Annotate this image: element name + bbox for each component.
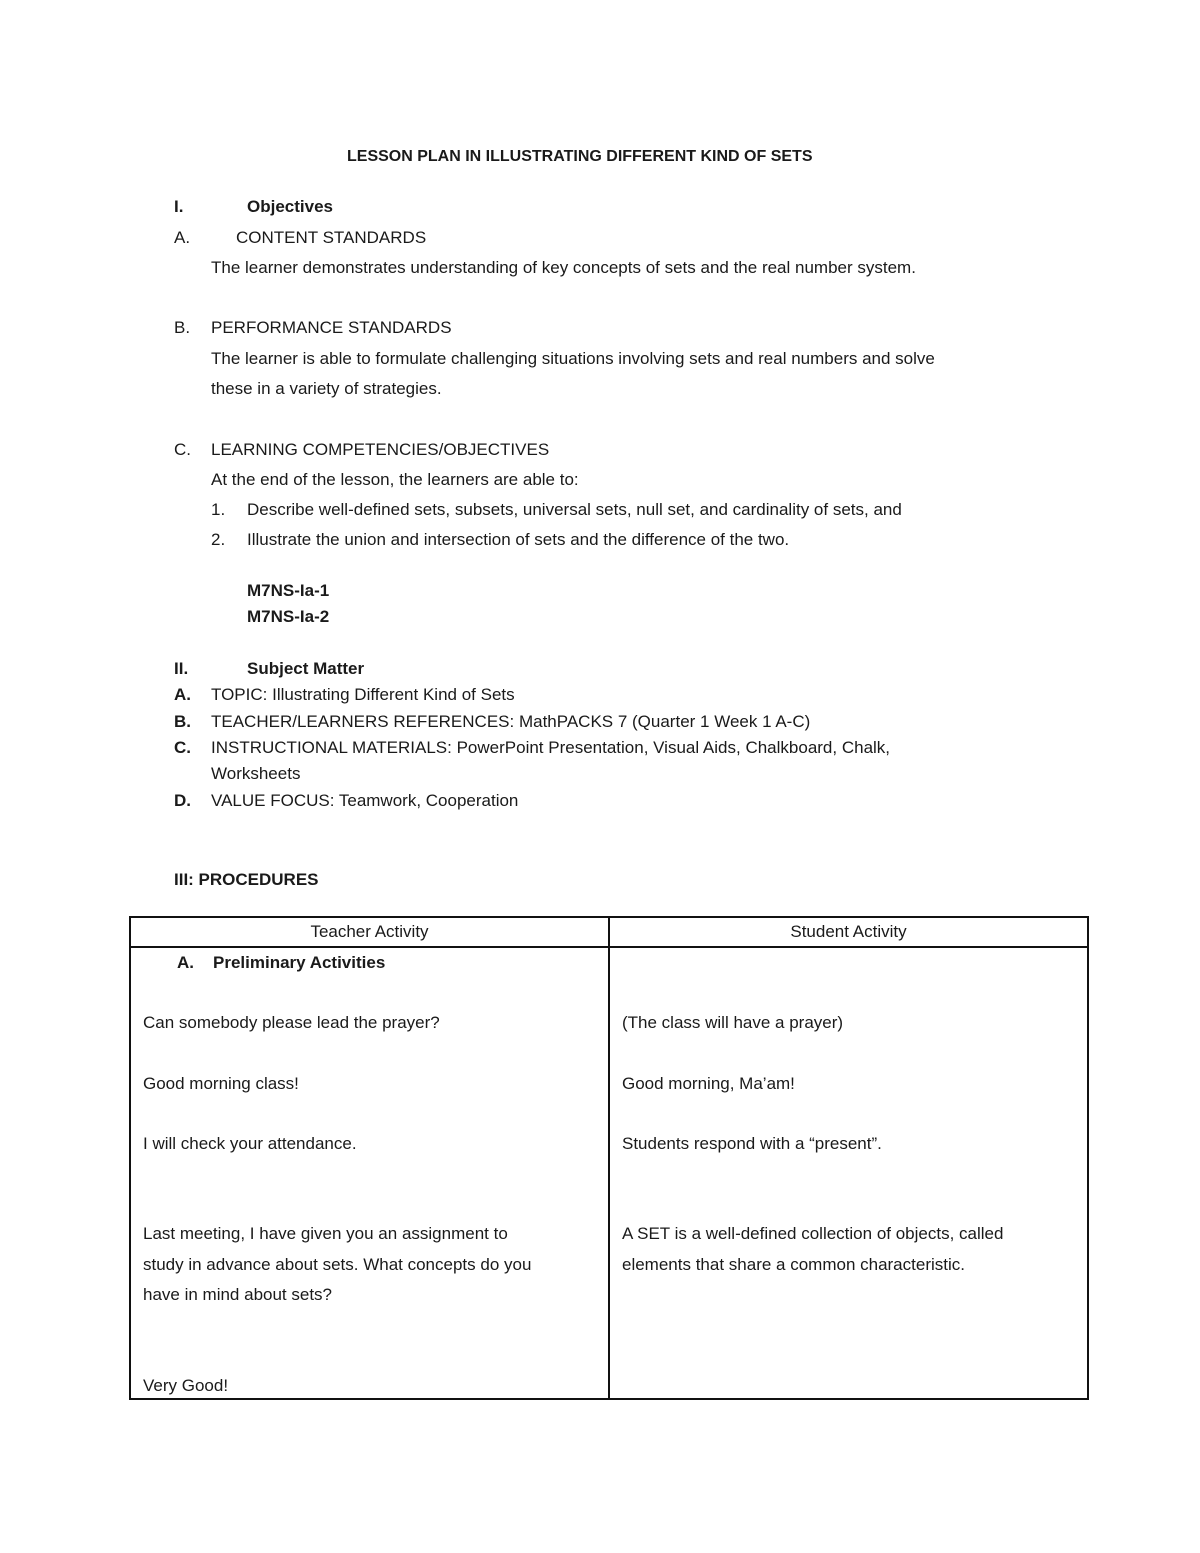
- subject-item-topic: [211, 686, 515, 703]
- teacher-line: Good morning class!: [143, 1074, 299, 1093]
- subject-item-value: Illustrating Different Kind of Sets: [272, 685, 515, 704]
- content-standards-text: The learner demonstrates understanding of key concepts of sets and the real number system.: [211, 258, 916, 277]
- subject-item-letter: A.: [174, 685, 191, 704]
- competency-item-text: Illustrate the union and intersection of sets and the difference of the two.: [247, 530, 790, 549]
- subject-item-value-continued: Worksheets: [211, 764, 301, 783]
- competencies-letter: C.: [174, 440, 191, 459]
- section-heading-objectives: Objectives: [247, 197, 333, 216]
- subject-item-letter: D.: [174, 791, 191, 810]
- preliminary-section-letter: A.: [177, 953, 194, 972]
- student-activity-cell: [609, 947, 1088, 1399]
- subject-item-letter: B.: [174, 712, 191, 731]
- subject-item-letter: C.: [174, 738, 191, 757]
- table-header-row: [130, 917, 1088, 947]
- competency-item-text: Describe well-defined sets, subsets, universal sets, null set, and cardinality of sets, and: [247, 500, 902, 519]
- competency-item-number: 1.: [211, 500, 226, 519]
- teacher-line: have in mind about sets?: [143, 1285, 333, 1304]
- student-line: elements that share a common characteristic.: [622, 1255, 965, 1274]
- teacher-activity-cell: [130, 947, 609, 1399]
- teacher-line: Very Good!: [143, 1376, 229, 1395]
- teacher-line: Last meeting, I have given you an assignment to: [143, 1224, 508, 1243]
- section-heading-subject-matter: Subject Matter: [247, 659, 365, 678]
- subject-item-label: TOPIC:: [211, 685, 273, 704]
- competencies-heading: LEARNING COMPETENCIES/OBJECTIVES: [211, 440, 550, 459]
- subject-item-label: VALUE FOCUS:: [211, 791, 339, 810]
- performance-standards-letter: B.: [174, 318, 191, 337]
- content-standards-letter: A.: [174, 228, 191, 247]
- document-title: LESSON PLAN IN ILLUSTRATING DIFFERENT KIND OF SETS: [347, 148, 813, 165]
- competency-code: M7NS-Ia-2: [247, 607, 330, 626]
- performance-standards-text-line1: The learner is able to formulate challenging situations involving sets and real numbers and solve: [211, 349, 935, 368]
- section-numeral-subject-matter: II.: [174, 659, 189, 678]
- subject-item-materials: [211, 739, 890, 756]
- content-standards-heading: CONTENT STANDARDS: [236, 228, 427, 247]
- section-numeral-objectives: I.: [174, 197, 184, 216]
- student-line: Students respond with a “present”.: [622, 1134, 882, 1153]
- student-line: Good morning, Ma’am!: [622, 1074, 795, 1093]
- subject-item-label: INSTRUCTIONAL MATERIALS:: [211, 738, 457, 757]
- subject-item-value: PowerPoint Presentation, Visual Aids, Chalkboard, Chalk,: [456, 738, 891, 757]
- subject-item-value: Teamwork, Cooperation: [338, 791, 519, 810]
- student-line: (The class will have a prayer): [622, 1013, 844, 1032]
- competencies-intro: At the end of the lesson, the learners are able to:: [211, 470, 579, 489]
- section-heading-procedures: III: PROCEDURES: [174, 870, 319, 889]
- preliminary-section-title: Preliminary Activities: [213, 953, 386, 972]
- column-header-teacher: Teacher Activity: [130, 917, 609, 947]
- column-header-student: Student Activity: [609, 917, 1088, 947]
- teacher-line: Can somebody please lead the prayer?: [143, 1013, 440, 1032]
- subject-item-value: MathPACKS 7 (Quarter 1 Week 1 A-C): [518, 712, 811, 731]
- performance-standards-heading: PERFORMANCE STANDARDS: [211, 318, 452, 337]
- competency-item-number: 2.: [211, 530, 226, 549]
- subject-item-label: TEACHER/LEARNERS REFERENCES:: [211, 712, 519, 731]
- subject-item-references: [211, 713, 810, 730]
- performance-standards-text-line2: these in a variety of strategies.: [211, 379, 442, 398]
- student-line: A SET is a well-defined collection of objects, called: [622, 1224, 1004, 1243]
- procedures-table: [129, 916, 1089, 1400]
- table-row: [130, 947, 1088, 1399]
- competency-code: M7NS-Ia-1: [247, 581, 330, 600]
- teacher-line: study in advance about sets. What concepts do you: [143, 1255, 532, 1274]
- subject-item-value-focus: [211, 792, 518, 809]
- teacher-line: I will check your attendance.: [143, 1134, 357, 1153]
